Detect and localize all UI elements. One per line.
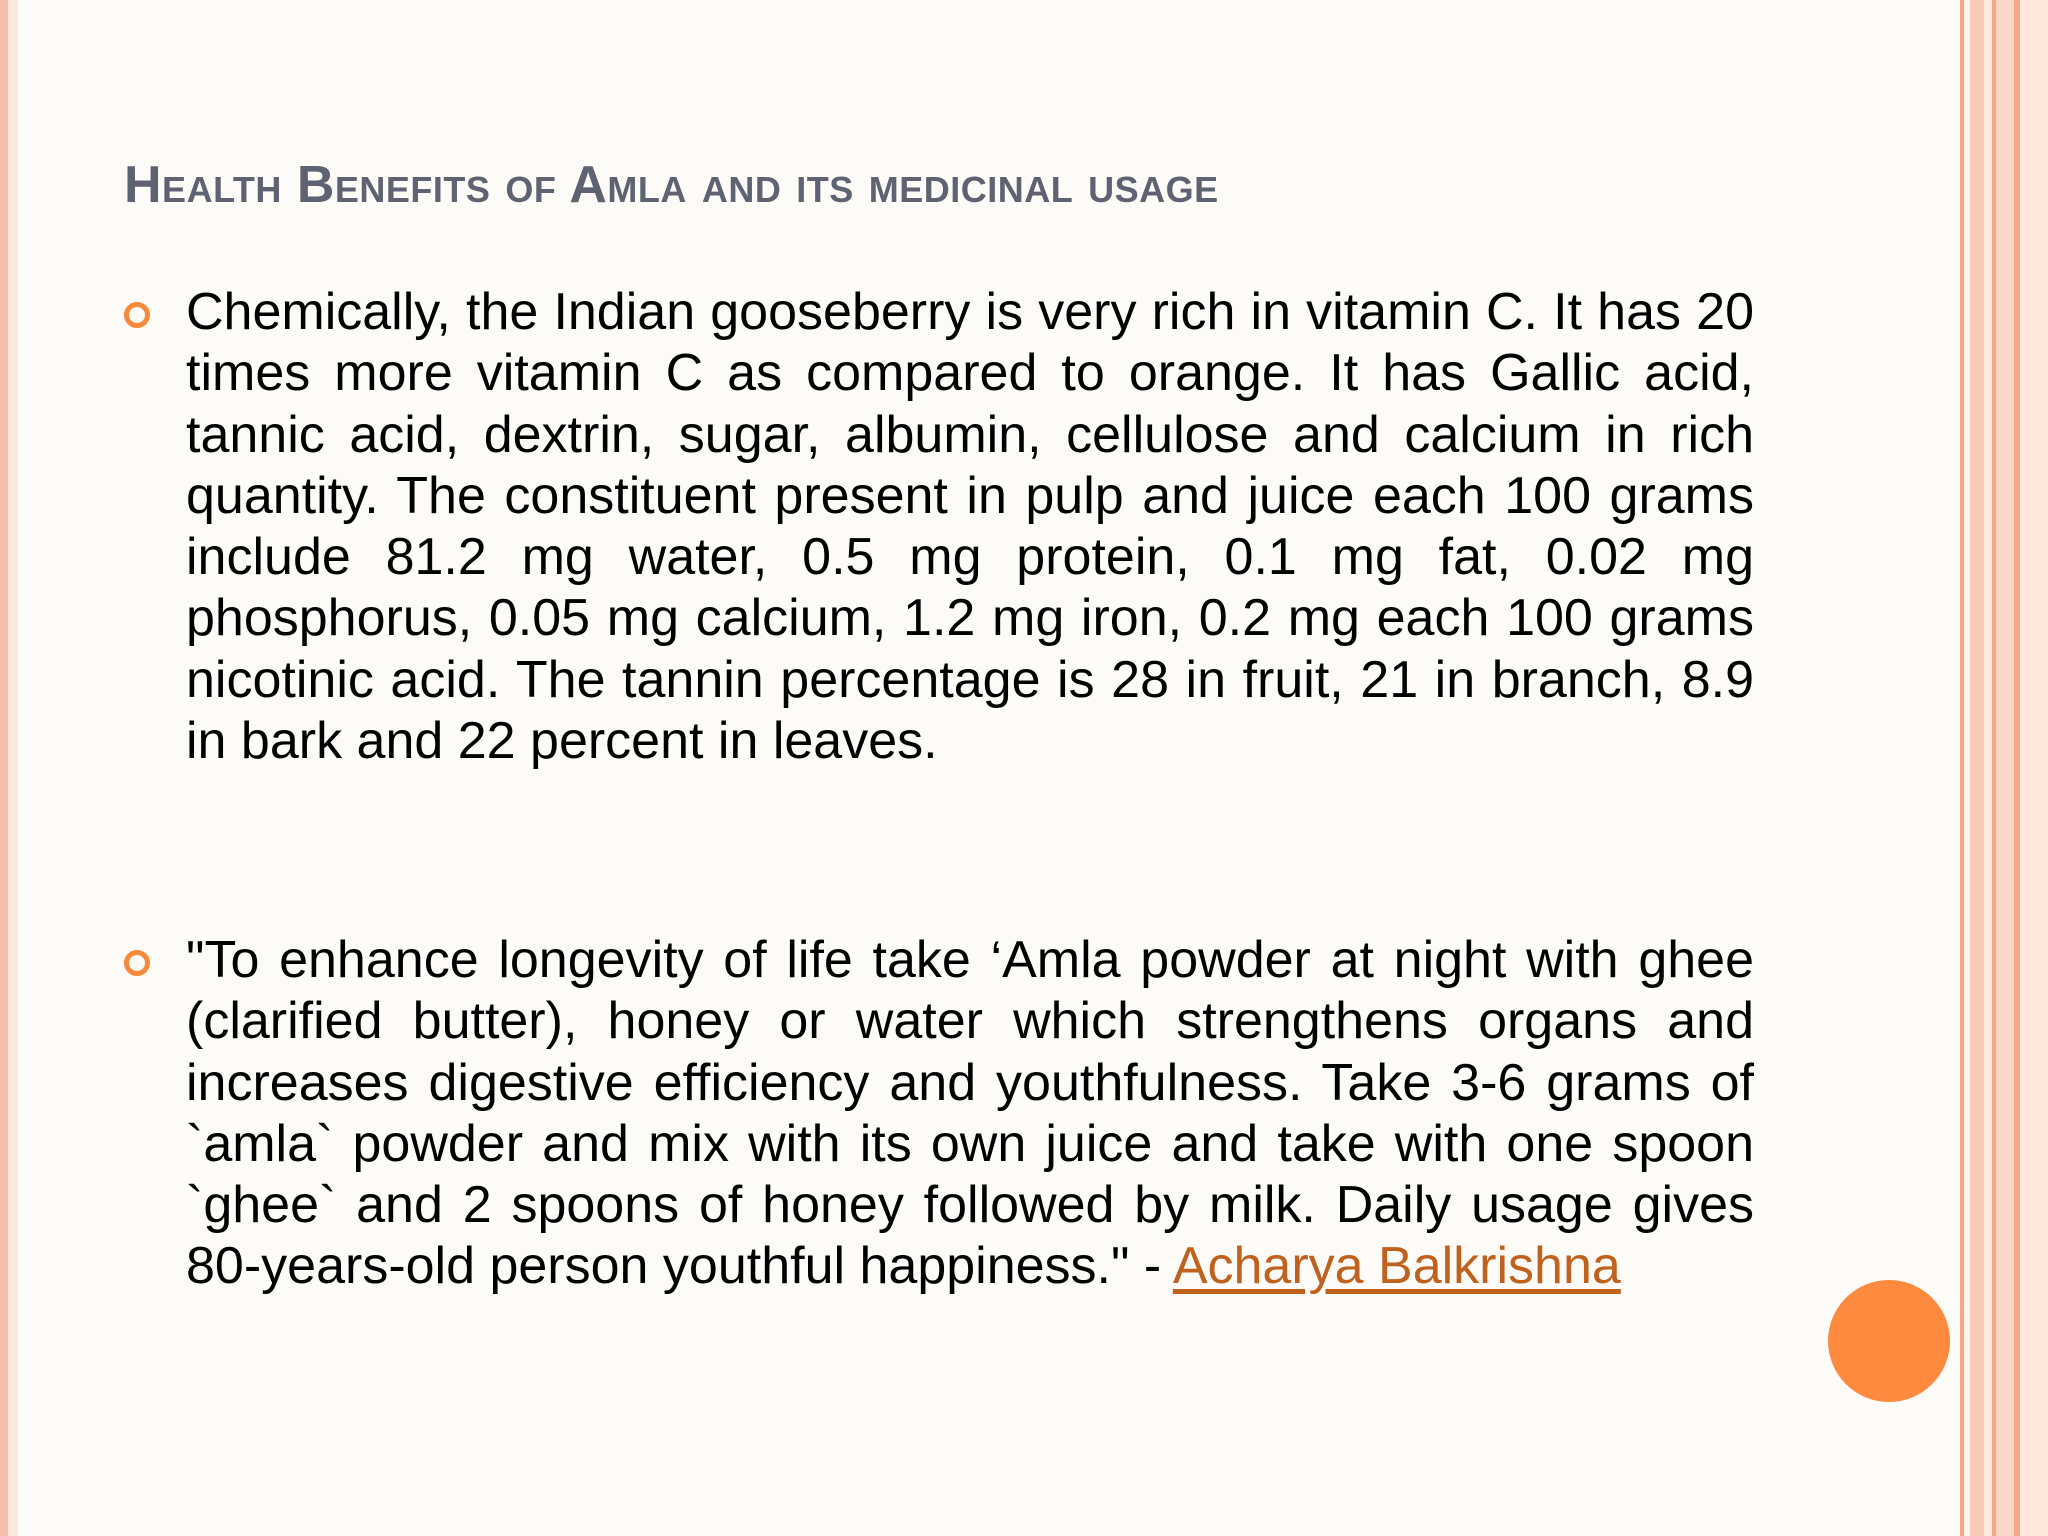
left-border-stripe xyxy=(0,0,8,1536)
right-border-stripe xyxy=(1984,0,1992,1536)
right-border-stripe xyxy=(1996,0,2014,1536)
bullet-body: Chemically, the Indian gooseberry is very rich in vitamin C. It has 20 times more vitamin C as compared to orange. It has Gallic acid, tannic acid, dextrin, sugar, albumin, cellulose and calcium in rich quantity. The constituent present in pulp and juice each 100 grams include 81.2 mg water, 0.5 mg protein, 0.1 mg fat, 0.02 mg phosphorus, 0.05 mg calcium, 1.2 mg iron, 0.2 mg each 100 grams nicotinic acid. The tannin percentage is 28 in fruit, 21 in branch, 8.9 in bark and 22 percent in leaves. xyxy=(186,283,1754,771)
quote-body: "To enhance longevity of life take ‘Amla powder at night with ghee (clarified butter), honey or water which strengthens organs and increases digestive efficiency and youthfulness. Take 3-6 grams of `amla` powder and mix with its own juice and take with one spoon `ghee` and 2 spoons of honey followed by milk. Daily usage gives 80-years-old person youthful happiness." - xyxy=(186,931,1754,1296)
hollow-circle-bullet-icon xyxy=(124,302,150,328)
hollow-circle-bullet-icon xyxy=(124,950,150,976)
bullet-text xyxy=(186,930,1754,1298)
slide-title: Health Benefits of Amla and its medicinal usage xyxy=(124,156,1219,214)
left-border-inner xyxy=(8,0,18,1536)
orange-circle-icon xyxy=(1828,1280,1950,1402)
author-link[interactable]: Acharya Balkrishna xyxy=(1172,1237,1621,1296)
bullet-text xyxy=(186,282,1754,772)
right-border-stripe xyxy=(1970,0,1984,1536)
right-border-stripe xyxy=(2020,0,2048,1536)
